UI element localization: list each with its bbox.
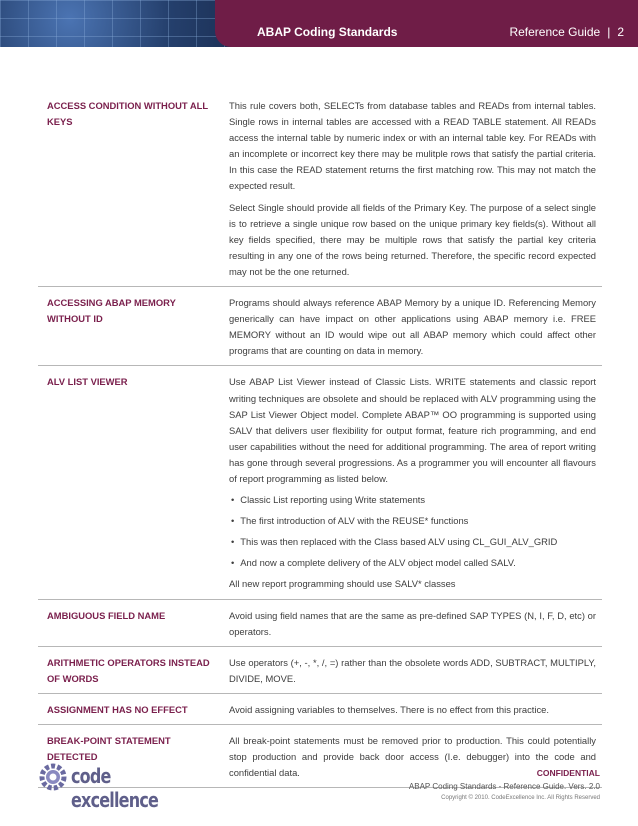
rule-row [38, 287, 602, 366]
rule-name: ASSIGNMENT HAS NO EFFECT [47, 703, 188, 715]
footer-guide-version: ABAP Coding Standards - Reference Guide. Vers. 2.0 [408, 782, 600, 791]
rule-name: ALV LIST VIEWER [47, 376, 128, 388]
bullet-item [229, 534, 596, 550]
page-info [509, 25, 624, 39]
bullet-marker: • [231, 515, 235, 527]
logo-wordmark: code excellence [71, 764, 159, 812]
rule-description [220, 655, 602, 687]
description-paragraph: Use ABAP List Viewer instead of Classic Lists. WRITE statements and classic report writing techniques are obsolete and should be replaced with ALV programming using the SAP List Viewer Object model. Complete ABAP™ OO programming is supported using SALV that delivers user flexibility for output format, feature rich programming, and end user capabilities without the need for additional programming. The area of report writing has gone through several progressions. As a programmer you will encounter all flavours of report programming as listed below. [229, 376, 596, 484]
rule-row [38, 647, 602, 694]
closing-paragraph: All new report programming should use SALV* classes [229, 578, 456, 590]
bullet-text: This was then replaced with the Class based ALV using CL_GUI_ALV_GRID [240, 536, 558, 548]
confidential-label: CONFIDENTIAL [536, 768, 600, 778]
company-logo [38, 762, 178, 812]
document-title: ABAP Coding Standards [257, 25, 398, 39]
header-banner-image [0, 0, 232, 47]
rule-name: ACCESSING ABAP MEMORY WITHOUT ID [47, 297, 176, 325]
bullet-text: And now a complete delivery of the ALV object model called SALV. [240, 557, 516, 569]
description-paragraph: This rule covers both, SELECTs from database tables and READs from internal tables. Single rows in internal tables are accessed with a READ TABLE statement. All READs access the internal table by numeric index or with an internal table key. For READs with an incomplete or incorrect key there may be mulitple rows that satisfy the partial criteria. In this case the READ statement returns the first matching row. This may not match the expected result. [229, 100, 596, 192]
bullet-item [229, 513, 596, 529]
description-paragraph: Avoid using field names that are the same as pre-defined SAP TYPES (N, I, F, D, etc) or operators. [229, 609, 596, 637]
bullet-marker: • [231, 494, 235, 506]
rule-name: ARITHMETIC OPERATORS INSTEAD OF WORDS [47, 656, 210, 684]
gear-icon [38, 762, 68, 792]
section-label: Reference Guide [509, 25, 601, 39]
description-paragraph: Use operators (+, -, *, /, =) rather than the obsolete words ADD, SUBTRACT, MULTIPLY, DIVIDE, MOVE. [229, 656, 596, 684]
rule-row [38, 366, 602, 599]
copyright-notice: Copyright © 2010. CodeExcellence Inc. All Rights Reserved [441, 795, 600, 801]
description-paragraph: Programs should always reference ABAP Memory by a unique ID. Referencing Memory generically can have impact on other applications using ABAP memory i.e. FREE MEMORY without an ID would wipe out all ABAP memory which could affect other programs that are counting on data in memory. [229, 297, 596, 357]
bullet-marker: • [231, 557, 235, 569]
rule-name: ACCESS CONDITION WITHOUT ALL KEYS [47, 100, 208, 127]
bullet-marker: • [231, 536, 235, 548]
bullet-text: Classic List reporting using Write statements [240, 494, 426, 506]
rule-description [220, 295, 602, 359]
description-paragraph: Avoid assigning variables to themselves. There is no effect from this practice. [229, 703, 549, 715]
rule-description [220, 374, 602, 592]
page-number: 2 [617, 25, 624, 39]
description-paragraph: Select Single should provide all fields of the Primary Key. The purpose of a select single is to retrieve a single unique row based on the unique primary key fields(s). Without all key fields specified, there may be multiple rows that satisfy the partial key criteria resulting in any one of the rows being returned. Therefore, the specific record expected may not be the one returned. [229, 201, 596, 277]
rule-row [38, 600, 602, 647]
bullet-item [229, 555, 596, 571]
header-bar [215, 0, 638, 47]
bullet-text: The first introduction of ALV with the REUSE* functions [240, 515, 469, 527]
rules-table [38, 95, 602, 788]
description-paragraph: All break-point statements must be removed prior to production. This could potentially stop production and provide back door access (I.e. debugger) into the code and confidential data. [229, 735, 596, 779]
rule-description [220, 98, 602, 280]
rule-description [220, 702, 602, 718]
rule-row [38, 694, 602, 725]
header-separator: | [607, 25, 611, 39]
rule-description [220, 608, 602, 640]
rule-row [38, 95, 602, 287]
bullet-item [229, 492, 596, 508]
rule-name: AMBIGUOUS FIELD NAME [47, 609, 166, 621]
rule-name: BREAK-POINT STATEMENT DETECTED [47, 735, 171, 762]
